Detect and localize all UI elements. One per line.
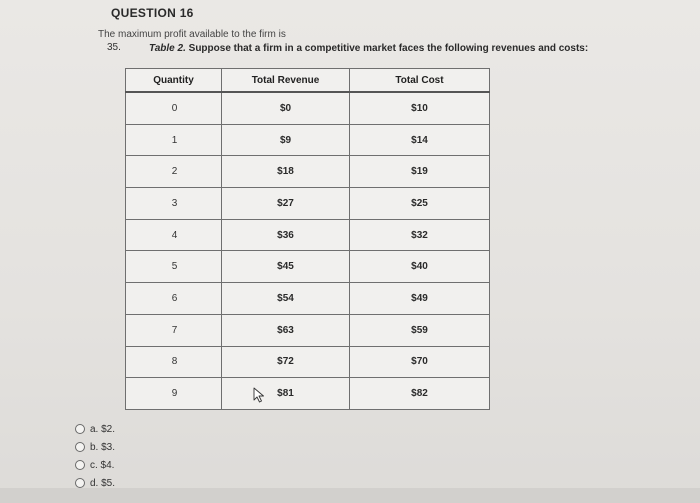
question-number: 35. — [107, 42, 121, 53]
quantity-cell: 2 — [126, 156, 222, 188]
radio-unchecked-icon[interactable] — [75, 478, 85, 488]
table-caption — [149, 43, 588, 54]
total-cost-cell: $59 — [350, 314, 490, 346]
table-row — [126, 283, 490, 315]
answer-options — [75, 420, 115, 492]
question-prompt: The maximum profit available to the firm is — [98, 29, 286, 40]
header-total-cost: Total Cost — [350, 69, 490, 93]
table-row — [126, 251, 490, 283]
total-cost-cell: $49 — [350, 283, 490, 315]
total-revenue-cell: $0 — [222, 92, 350, 124]
table-row — [126, 378, 490, 410]
answer-label: c. $4. — [90, 459, 115, 471]
quantity-cell: 0 — [126, 92, 222, 124]
bottom-edge — [0, 488, 700, 503]
pointer-cursor-icon — [253, 387, 265, 403]
table-row — [126, 156, 490, 188]
question-title: QUESTION 16 — [111, 6, 194, 20]
total-revenue-cell: $54 — [222, 283, 350, 315]
quantity-cell: 5 — [126, 251, 222, 283]
quantity-cell: 4 — [126, 219, 222, 251]
header-quantity: Quantity — [126, 69, 222, 93]
answer-option-b[interactable] — [75, 438, 115, 456]
table-row — [126, 188, 490, 220]
total-revenue-cell: $36 — [222, 219, 350, 251]
header-total-revenue: Total Revenue — [222, 69, 350, 93]
quantity-cell: 1 — [126, 124, 222, 156]
answer-label: a. $2. — [90, 423, 116, 435]
total-revenue-cell: $9 — [222, 124, 350, 156]
total-revenue-cell: $81 — [222, 378, 350, 410]
answer-option-c[interactable] — [75, 456, 115, 474]
radio-unchecked-icon[interactable] — [75, 460, 85, 470]
total-cost-cell: $40 — [350, 251, 490, 283]
total-cost-cell: $32 — [350, 219, 490, 251]
total-revenue-cell: $72 — [222, 346, 350, 378]
table-row — [126, 92, 490, 124]
quantity-cell: 6 — [126, 283, 222, 315]
table-row — [126, 219, 490, 251]
total-cost-cell: $19 — [350, 156, 490, 188]
answer-option-a[interactable] — [75, 420, 115, 438]
table-caption-lead: Table 2. — [149, 43, 186, 54]
table-header-row — [126, 69, 490, 93]
answer-label: b. $3. — [90, 441, 116, 453]
total-revenue-cell: $63 — [222, 314, 350, 346]
table-row — [126, 346, 490, 378]
total-revenue-cell: $27 — [222, 188, 350, 220]
total-cost-cell: $25 — [350, 188, 490, 220]
revenue-cost-table — [125, 68, 490, 410]
radio-unchecked-icon[interactable] — [75, 442, 85, 452]
table-row — [126, 314, 490, 346]
table-row — [126, 124, 490, 156]
answer-label: d. $5. — [90, 477, 116, 489]
table-caption-text: Suppose that a firm in a competitive market faces the following revenues and costs: — [188, 43, 589, 54]
total-cost-cell: $10 — [350, 92, 490, 124]
quantity-cell: 7 — [126, 314, 222, 346]
total-cost-cell: $70 — [350, 346, 490, 378]
quantity-cell: 8 — [126, 346, 222, 378]
total-revenue-cell: $18 — [222, 156, 350, 188]
quantity-cell: 3 — [126, 188, 222, 220]
total-cost-cell: $14 — [350, 124, 490, 156]
quantity-cell: 9 — [126, 378, 222, 410]
total-revenue-cell: $45 — [222, 251, 350, 283]
radio-unchecked-icon[interactable] — [75, 424, 85, 434]
total-cost-cell: $82 — [350, 378, 490, 410]
